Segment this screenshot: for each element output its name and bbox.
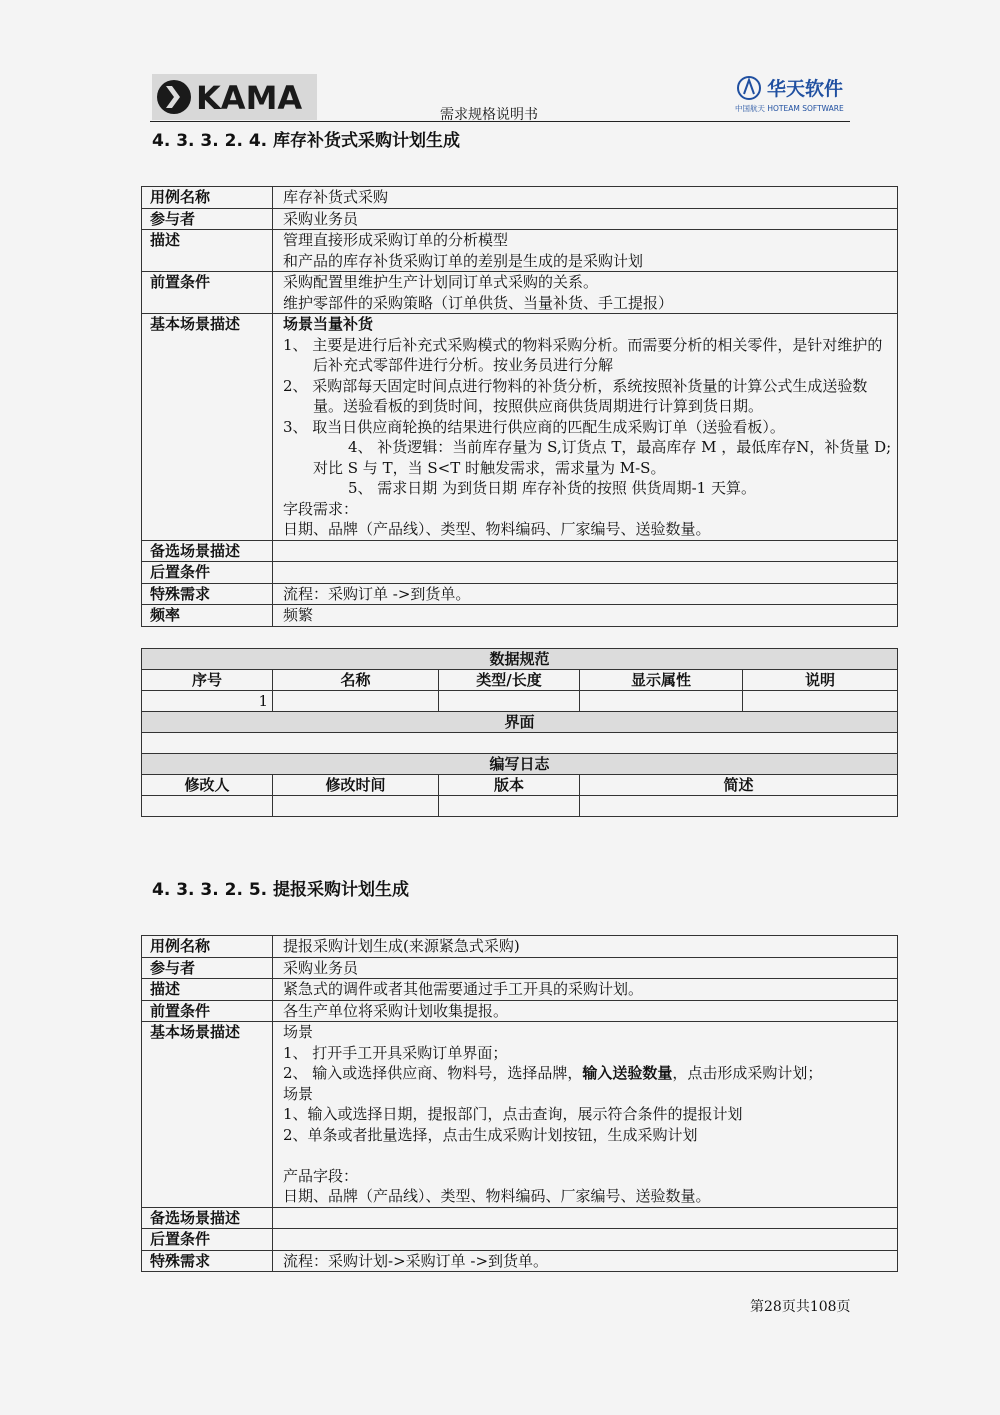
row-use-case-name xyxy=(142,936,898,958)
log-cell xyxy=(273,796,439,817)
scenario-step: 1、 主要是进行后补充式采购模式的物料采购分析。而需要分析的相关零件，是针对维护的后补充式零部件进行分析。按业务员进行分解 xyxy=(283,335,883,374)
label-postcondition: 后置条件 xyxy=(142,562,273,584)
svg-text:KAMA: KAMA xyxy=(196,79,303,117)
svg-text:华天软件: 华天软件 xyxy=(767,78,844,100)
label-alt-scenario: 备选场景描述 xyxy=(142,540,273,562)
field-requirement-list: 日期、品牌（产品线）、类型、物料编码、厂家编号、送验数量。 xyxy=(283,520,711,538)
label-use-case-name: 用例名称 xyxy=(142,187,273,209)
label-use-case-name: 用例名称 xyxy=(142,936,273,958)
row-frequency xyxy=(142,605,898,627)
value-use-case-name: 提报采购计划生成(来源紧急式采购) xyxy=(273,936,898,958)
scenario-step: 1、 打开手工开具采购订单界面； xyxy=(283,1043,508,1062)
row-postcondition xyxy=(142,1229,898,1251)
header-divider xyxy=(150,121,850,122)
log-header-time: 修改时间 xyxy=(273,775,439,796)
cell-name xyxy=(273,691,439,712)
section-title-4-3-3-2-5: 4. 3. 3. 2. 5. 提报采购计划生成 xyxy=(152,880,410,900)
col-header-no: 序号 xyxy=(142,670,273,691)
scenario-step: 2、 采购部每天固定时间点进行物料的补货分析，系统按照补货量的计算公式生成送验数量。送验看板的到货时间，按照供应商供货周期进行计算到货日期。 xyxy=(283,376,868,415)
field-requirement-title: 产品字段： xyxy=(283,1166,359,1185)
precondition-line: 维护零部件的采购策略（订单供货、当量补货、手工提报） xyxy=(283,293,674,312)
ui-section-title: 界面 xyxy=(142,712,898,733)
kama-logo xyxy=(152,74,317,120)
page-number: 第28页共108页 xyxy=(750,1299,851,1315)
table-row xyxy=(142,691,898,712)
col-header-remark: 说明 xyxy=(743,670,898,691)
cell-type xyxy=(439,691,580,712)
value-postcondition xyxy=(273,1229,898,1251)
section-title-4-3-3-2-4: 4. 3. 3. 2. 4. 库存补货式采购计划生成 xyxy=(152,131,461,151)
row-precondition xyxy=(142,1000,898,1022)
label-actor: 参与者 xyxy=(142,957,273,979)
row-special-requirement xyxy=(142,1250,898,1272)
row-description xyxy=(142,230,898,272)
value-precondition: 各生产单位将采购计划收集提报。 xyxy=(273,1000,898,1022)
log-cell xyxy=(580,796,898,817)
label-basic-scenario: 基本场景描述 xyxy=(142,1022,273,1208)
step-emphasis: 输入送验数量 xyxy=(582,1064,673,1082)
value-actor: 采购业务员 xyxy=(273,208,898,230)
row-actor xyxy=(142,957,898,979)
log-header-modifier: 修改人 xyxy=(142,775,273,796)
description-line: 管理直接形成采购订单的分析模型 xyxy=(283,231,509,249)
data-spec-title: 数据规范 xyxy=(142,649,898,670)
label-actor: 参与者 xyxy=(142,208,273,230)
row-precondition xyxy=(142,272,898,314)
scenario-title: 场景 xyxy=(283,1084,314,1103)
value-description xyxy=(273,230,898,272)
value-frequency: 频繁 xyxy=(273,605,898,627)
value-description: 紧急式的调件或者其他需要通过手工开具的采购计划。 xyxy=(273,979,898,1001)
label-precondition: 前置条件 xyxy=(142,1000,273,1022)
label-postcondition: 后置条件 xyxy=(142,1229,273,1251)
precondition-line: 采购配置里维护生产计划同订单式采购的关系。 xyxy=(283,273,599,291)
description-line: 和产品的库存补货采购订单的差别是生成的是采购计划 xyxy=(283,251,644,270)
row-postcondition xyxy=(142,562,898,584)
data-spec-table xyxy=(141,648,898,817)
cell-display xyxy=(580,691,743,712)
scenario-title: 场景当量补货 xyxy=(283,315,374,333)
cell-no: 1 xyxy=(142,691,273,712)
svg-text:中国航天 HOTEAM SOFTWARE: 中国航天 HOTEAM SOFTWARE xyxy=(735,104,844,113)
label-precondition: 前置条件 xyxy=(142,272,273,314)
scenario-title: 场景 xyxy=(283,1023,314,1041)
field-requirement-title: 字段需求： xyxy=(283,499,359,518)
row-alt-scenario xyxy=(142,540,898,562)
row-use-case-name xyxy=(142,187,898,209)
ui-section-body xyxy=(142,733,898,754)
value-postcondition xyxy=(273,562,898,584)
row-special-requirement xyxy=(142,583,898,605)
header-doc-title: 需求规格说明书 xyxy=(440,107,538,123)
row-basic-scenario xyxy=(142,1022,898,1208)
label-alt-scenario: 备选场景描述 xyxy=(142,1207,273,1229)
label-special-requirement: 特殊需求 xyxy=(142,583,273,605)
value-special-requirement: 流程：采购计划->采购订单 ->到货单。 xyxy=(273,1250,898,1272)
scenario-step: 5、 需求日期 为到货日期 库存补货的按照 供货周期-1 天算。 xyxy=(348,479,756,497)
log-section-title: 编写日志 xyxy=(142,754,898,775)
use-case-table-2 xyxy=(141,935,898,1272)
log-cell xyxy=(142,796,273,817)
scenario-step: 1、输入或选择日期，提报部门，点击查询，展示符合条件的提报计划 xyxy=(283,1105,743,1123)
label-special-requirement: 特殊需求 xyxy=(142,1250,273,1272)
scenario-step: 2、单条或者批量选择，点击生成采购计划按钮，生成采购计划 xyxy=(283,1125,698,1144)
row-basic-scenario xyxy=(142,314,898,541)
cell-remark xyxy=(743,691,898,712)
row-description xyxy=(142,979,898,1001)
label-frequency: 频率 xyxy=(142,605,273,627)
value-alt-scenario xyxy=(273,1207,898,1229)
label-description: 描述 xyxy=(142,979,273,1001)
label-description: 描述 xyxy=(142,230,273,272)
value-precondition xyxy=(273,272,898,314)
log-header-version: 版本 xyxy=(439,775,580,796)
use-case-table-1 xyxy=(141,186,898,627)
field-requirement-list: 日期、品牌（产品线）、类型、物料编码、厂家编号、送验数量。 xyxy=(283,1187,711,1205)
scenario-step: 3、 取当日供应商轮换的结果进行供应商的匹配生成采购订单（送验看板）。 xyxy=(283,417,785,436)
value-basic-scenario xyxy=(273,314,898,541)
value-use-case-name: 库存补货式采购 xyxy=(273,187,898,209)
value-special-requirement: 流程：采购订单 ->到货单。 xyxy=(273,583,898,605)
value-basic-scenario xyxy=(273,1022,898,1208)
spacer xyxy=(283,1145,897,1166)
row-alt-scenario xyxy=(142,1207,898,1229)
label-basic-scenario: 基本场景描述 xyxy=(142,314,273,541)
col-header-display: 显示属性 xyxy=(580,670,743,691)
step-text: 2、 输入或选择供应商、物料号，选择品牌， xyxy=(283,1064,583,1082)
scenario-step xyxy=(283,1063,897,1084)
log-header-summary: 简述 xyxy=(580,775,898,796)
step-text: ，点击形成采购计划； xyxy=(672,1064,823,1082)
hoteam-logo xyxy=(735,74,855,114)
col-header-type: 类型/长度 xyxy=(439,670,580,691)
col-header-name: 名称 xyxy=(273,670,439,691)
row-actor xyxy=(142,208,898,230)
scenario-step: 4、 补货逻辑：当前库存量为 S,订货点 T，最高库存 M ，最低库存N，补货量 D;对比 S 与 T，当 S<T 时触发需求，需求量为 M-S。 xyxy=(313,438,892,477)
value-alt-scenario xyxy=(273,540,898,562)
value-actor: 采购业务员 xyxy=(273,957,898,979)
log-cell xyxy=(439,796,580,817)
table-row xyxy=(142,796,898,817)
